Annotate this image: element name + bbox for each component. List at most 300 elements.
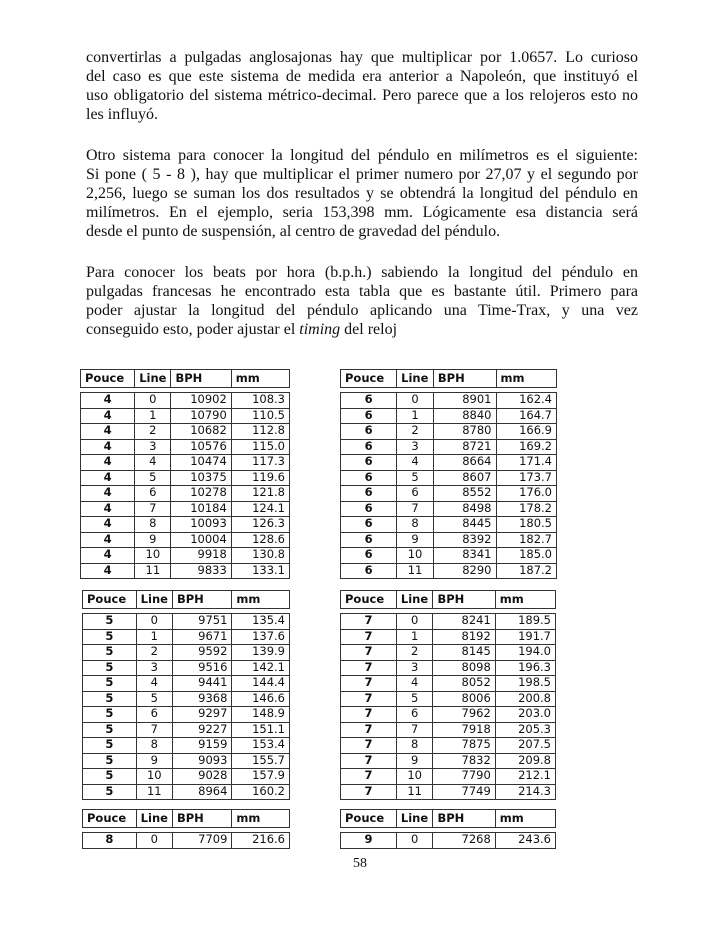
cell-mm: 162.4 [496, 393, 557, 409]
cell-bph: 8290 [433, 563, 496, 579]
cell-mm: 139.9 [232, 645, 290, 661]
cell-bph: 8145 [433, 645, 495, 661]
column-header-bph: BPH [433, 370, 496, 388]
cell-pouce: 5 [83, 784, 137, 800]
cell-line: 8 [136, 738, 172, 754]
text-line: poder ajustar la longitud del péndulo aplicando una Time-Trax, y una vez [86, 302, 638, 319]
cell-mm: 160.2 [232, 784, 290, 800]
table-row [83, 738, 290, 754]
table-row [341, 629, 556, 645]
cell-pouce: 7 [341, 691, 397, 707]
cell-line: 5 [396, 691, 433, 707]
cell-line: 4 [396, 676, 433, 692]
cell-bph: 9159 [172, 738, 231, 754]
text-line: uso obligatorio del sistema métrico-decimal. Pero parece que a los relojeros esto no [86, 87, 638, 104]
cell-pouce: 4 [81, 563, 135, 579]
cell-mm: 115.0 [231, 439, 289, 455]
column-header-line: Line [396, 810, 433, 828]
cell-line: 5 [397, 470, 434, 486]
table-row [83, 784, 290, 800]
table-pouce-6 [340, 369, 557, 579]
cell-pouce: 4 [81, 532, 135, 548]
cell-line: 3 [396, 660, 433, 676]
cell-line: 9 [136, 753, 172, 769]
table-row [341, 707, 556, 723]
table-row [341, 645, 556, 661]
cell-pouce: 7 [341, 645, 397, 661]
table-row [83, 629, 290, 645]
cell-bph: 10184 [171, 501, 231, 517]
cell-mm: 110.5 [231, 408, 289, 424]
text-line: desde el punto de suspensión, al centro de gravedad del péndulo. [86, 223, 501, 240]
cell-line: 8 [396, 738, 433, 754]
cell-mm: 212.1 [495, 769, 555, 785]
cell-pouce: 5 [83, 645, 137, 661]
cell-line: 10 [397, 548, 434, 564]
cell-line: 7 [136, 722, 172, 738]
table-row [341, 676, 556, 692]
column-header-pouce: Pouce [341, 591, 397, 609]
column-header-bph: BPH [171, 370, 231, 388]
cell-mm: 135.4 [232, 614, 290, 630]
cell-bph: 7790 [433, 769, 495, 785]
cell-pouce: 6 [341, 532, 397, 548]
column-header-bph: BPH [172, 810, 231, 828]
cell-bph: 10278 [171, 486, 231, 502]
table-row [341, 738, 556, 754]
cell-bph: 8006 [433, 691, 495, 707]
cell-bph: 8664 [433, 455, 496, 471]
cell-line: 2 [135, 424, 171, 440]
cell-mm: 203.0 [495, 707, 555, 723]
table-header-row [341, 591, 556, 609]
cell-mm: 128.6 [231, 532, 289, 548]
cell-bph: 8098 [433, 660, 495, 676]
cell-pouce: 6 [341, 439, 397, 455]
cell-line: 9 [135, 532, 171, 548]
table-row [341, 439, 557, 455]
table-row [341, 517, 557, 533]
cell-bph: 7749 [433, 784, 495, 800]
cell-mm: 180.5 [496, 517, 557, 533]
cell-bph: 7962 [433, 707, 495, 723]
cell-line: 2 [396, 645, 433, 661]
cell-mm: 189.5 [495, 614, 555, 630]
cell-line: 11 [397, 563, 434, 579]
cell-pouce: 6 [341, 393, 397, 409]
cell-mm: 164.7 [496, 408, 557, 424]
cell-mm: 153.4 [232, 738, 290, 754]
cell-bph: 8392 [433, 532, 496, 548]
table-row [81, 470, 290, 486]
cell-pouce: 6 [341, 548, 397, 564]
cell-bph: 8192 [433, 629, 495, 645]
cell-line: 9 [396, 753, 433, 769]
cell-pouce: 5 [83, 753, 137, 769]
cell-line: 11 [135, 563, 171, 579]
cell-pouce: 5 [83, 691, 137, 707]
column-header-pouce: Pouce [81, 370, 135, 388]
cell-pouce: 7 [341, 629, 397, 645]
text-line: Otro sistema para conocer la longitud del péndulo en milímetros es el siguiente: [86, 147, 638, 164]
cell-pouce: 7 [341, 614, 397, 630]
table-header-row [341, 810, 556, 828]
table-row [81, 563, 290, 579]
cell-bph: 10576 [171, 439, 231, 455]
cell-mm: 137.6 [232, 629, 290, 645]
cell-mm: 126.3 [231, 517, 289, 533]
cell-line: 1 [397, 408, 434, 424]
table-row [81, 455, 290, 471]
cell-line: 3 [135, 439, 171, 455]
cell-pouce: 5 [83, 629, 137, 645]
table-row [83, 722, 290, 738]
cell-bph: 9918 [171, 548, 231, 564]
column-header-pouce: Pouce [83, 810, 137, 828]
cell-mm: 205.3 [495, 722, 555, 738]
cell-mm: 119.6 [231, 470, 289, 486]
cell-line: 0 [396, 614, 433, 630]
column-header-line: Line [136, 591, 172, 609]
cell-bph: 10004 [171, 532, 231, 548]
column-header-bph: BPH [433, 810, 495, 828]
column-header-line: Line [396, 591, 433, 609]
cell-bph: 9751 [172, 614, 231, 630]
column-header-mm: mm [496, 370, 557, 388]
cell-line: 1 [396, 629, 433, 645]
table-row [81, 408, 290, 424]
cell-line: 5 [136, 691, 172, 707]
table-row [83, 769, 290, 785]
cell-pouce: 4 [81, 408, 135, 424]
cell-pouce: 6 [341, 486, 397, 502]
table-row [341, 753, 556, 769]
cell-line: 2 [136, 645, 172, 661]
table-row [83, 691, 290, 707]
text-line: Si pone ( 5 - 8 ), hay que multiplicar el primer numero por 27,07 y el segundo por [86, 166, 638, 183]
cell-line: 6 [397, 486, 434, 502]
cell-mm: 166.9 [496, 424, 557, 440]
cell-pouce: 7 [341, 738, 397, 754]
cell-bph: 7709 [172, 833, 231, 849]
cell-pouce: 7 [341, 769, 397, 785]
cell-mm: 209.8 [495, 753, 555, 769]
cell-mm: 216.6 [232, 833, 290, 849]
cell-bph: 9671 [172, 629, 231, 645]
cell-bph: 8607 [433, 470, 496, 486]
cell-line: 4 [397, 455, 434, 471]
cell-bph: 8901 [433, 393, 496, 409]
table-row [341, 660, 556, 676]
cell-line: 4 [136, 676, 172, 692]
cell-bph: 8552 [433, 486, 496, 502]
cell-pouce: 6 [341, 470, 397, 486]
cell-line: 0 [136, 614, 172, 630]
cell-bph: 7832 [433, 753, 495, 769]
cell-mm: 187.2 [496, 563, 557, 579]
cell-mm: 214.3 [495, 784, 555, 800]
table-row [83, 833, 290, 849]
cell-pouce: 6 [341, 408, 397, 424]
cell-mm: 124.1 [231, 501, 289, 517]
cell-mm: 151.1 [232, 722, 290, 738]
cell-pouce: 4 [81, 470, 135, 486]
italic-term: timing [299, 321, 341, 338]
cell-mm: 112.8 [231, 424, 289, 440]
cell-bph: 10093 [171, 517, 231, 533]
cell-bph: 8498 [433, 501, 496, 517]
cell-bph: 9833 [171, 563, 231, 579]
table-pouce-8 [82, 809, 290, 849]
table-row [341, 784, 556, 800]
cell-mm: 130.8 [231, 548, 289, 564]
cell-mm: 146.6 [232, 691, 290, 707]
cell-mm: 191.7 [495, 629, 555, 645]
table-row [81, 424, 290, 440]
table-row [341, 722, 556, 738]
cell-line: 4 [135, 455, 171, 471]
cell-bph: 8341 [433, 548, 496, 564]
cell-line: 5 [135, 470, 171, 486]
paragraph-1 [86, 48, 638, 124]
cell-line: 1 [136, 629, 172, 645]
table-row [341, 833, 556, 849]
table-row [341, 563, 557, 579]
cell-mm: 194.0 [495, 645, 555, 661]
cell-pouce: 6 [341, 424, 397, 440]
cell-line: 6 [136, 707, 172, 723]
table-row [341, 486, 557, 502]
cell-pouce: 5 [83, 676, 137, 692]
cell-mm: 121.8 [231, 486, 289, 502]
table-header-row [83, 591, 290, 609]
cell-pouce: 4 [81, 517, 135, 533]
column-header-pouce: Pouce [83, 591, 137, 609]
cell-bph: 8721 [433, 439, 496, 455]
cell-bph: 8052 [433, 676, 495, 692]
table-row [83, 753, 290, 769]
cell-line: 7 [135, 501, 171, 517]
cell-bph: 8780 [433, 424, 496, 440]
cell-line: 9 [397, 532, 434, 548]
table-pouce-4 [80, 369, 290, 579]
text-line: convertirlas a pulgadas anglosajonas hay que multiplicar por 1.0657. Lo curioso [86, 49, 638, 66]
column-header-line: Line [136, 810, 172, 828]
table-row [81, 486, 290, 502]
cell-bph: 9297 [172, 707, 231, 723]
table-row [81, 548, 290, 564]
cell-bph: 9592 [172, 645, 231, 661]
table-row [83, 676, 290, 692]
text-line: milímetros. En el ejemplo, seria 153,398 mm. Lógicamente esa distancia será [86, 204, 638, 221]
cell-line: 10 [135, 548, 171, 564]
cell-bph: 8241 [433, 614, 495, 630]
column-header-bph: BPH [172, 591, 231, 609]
cell-mm: 185.0 [496, 548, 557, 564]
cell-line: 7 [397, 501, 434, 517]
paragraph-2 [86, 146, 638, 241]
cell-bph: 10790 [171, 408, 231, 424]
table-row [81, 393, 290, 409]
table-row [83, 645, 290, 661]
cell-bph: 10375 [171, 470, 231, 486]
cell-pouce: 9 [341, 833, 397, 849]
table-row [341, 424, 557, 440]
text-segment: del reloj [340, 321, 398, 338]
table-row [341, 614, 556, 630]
cell-mm: 171.4 [496, 455, 557, 471]
cell-pouce: 4 [81, 439, 135, 455]
cell-bph: 8445 [433, 517, 496, 533]
column-header-mm: mm [232, 591, 290, 609]
column-header-line: Line [397, 370, 434, 388]
table-row [341, 532, 557, 548]
cell-bph: 7268 [433, 833, 495, 849]
cell-mm: 176.0 [496, 486, 557, 502]
column-header-mm: mm [495, 810, 555, 828]
cell-mm: 142.1 [232, 660, 290, 676]
cell-line: 10 [396, 769, 433, 785]
cell-pouce: 5 [83, 769, 137, 785]
cell-line: 7 [396, 722, 433, 738]
cell-line: 6 [396, 707, 433, 723]
cell-pouce: 4 [81, 455, 135, 471]
cell-mm: 243.6 [495, 833, 555, 849]
table-row [341, 470, 557, 486]
column-header-bph: BPH [433, 591, 495, 609]
cell-pouce: 5 [83, 614, 137, 630]
table-row [81, 501, 290, 517]
cell-pouce: 4 [81, 393, 135, 409]
table-header-row [81, 370, 290, 388]
table-header-row [83, 810, 290, 828]
cell-line: 8 [397, 517, 434, 533]
cell-bph: 9028 [172, 769, 231, 785]
cell-mm: 133.1 [231, 563, 289, 579]
cell-bph: 9093 [172, 753, 231, 769]
cell-pouce: 4 [81, 501, 135, 517]
cell-mm: 155.7 [232, 753, 290, 769]
cell-pouce: 6 [341, 563, 397, 579]
cell-line: 8 [135, 517, 171, 533]
cell-mm: 182.7 [496, 532, 557, 548]
cell-pouce: 5 [83, 738, 137, 754]
cell-pouce: 4 [81, 486, 135, 502]
text-line: 2,256, luego se suman los dos resultados y se obtendrá la longitud del péndulo en [86, 185, 638, 202]
cell-pouce: 7 [341, 784, 397, 800]
cell-mm: 173.7 [496, 470, 557, 486]
cell-pouce: 7 [341, 676, 397, 692]
cell-pouce: 7 [341, 660, 397, 676]
cell-bph: 10682 [171, 424, 231, 440]
table-pouce-7 [340, 590, 556, 800]
cell-mm: 108.3 [231, 393, 289, 409]
cell-bph: 10474 [171, 455, 231, 471]
cell-mm: 196.3 [495, 660, 555, 676]
text-line: pulgadas francesas he encontrado esta tabla que es bastante útil. Primero para [86, 283, 638, 300]
cell-line: 6 [135, 486, 171, 502]
cell-line: 0 [135, 393, 171, 409]
cell-pouce: 8 [83, 833, 137, 849]
table-row [341, 548, 557, 564]
cell-mm: 148.9 [232, 707, 290, 723]
table-row [341, 501, 557, 517]
cell-mm: 117.3 [231, 455, 289, 471]
cell-mm: 178.2 [496, 501, 557, 517]
cell-pouce: 6 [341, 501, 397, 517]
column-header-line: Line [135, 370, 171, 388]
text-line: les influyó. [86, 106, 158, 123]
table-pouce-9 [340, 809, 556, 849]
table-row [341, 691, 556, 707]
table-row [83, 707, 290, 723]
cell-pouce: 4 [81, 424, 135, 440]
column-header-pouce: Pouce [341, 810, 397, 828]
cell-pouce: 5 [83, 660, 137, 676]
cell-line: 3 [397, 439, 434, 455]
cell-pouce: 4 [81, 548, 135, 564]
cell-line: 0 [397, 393, 434, 409]
cell-bph: 9441 [172, 676, 231, 692]
text-segment: conseguido esto, poder ajustar el [86, 321, 300, 338]
cell-bph: 7875 [433, 738, 495, 754]
cell-mm: 200.8 [495, 691, 555, 707]
cell-bph: 7918 [433, 722, 495, 738]
cell-line: 3 [136, 660, 172, 676]
table-row [83, 660, 290, 676]
cell-line: 1 [135, 408, 171, 424]
table-row [83, 614, 290, 630]
cell-pouce: 7 [341, 753, 397, 769]
table-row [341, 408, 557, 424]
cell-pouce: 7 [341, 707, 397, 723]
table-row [81, 532, 290, 548]
cell-mm: 198.5 [495, 676, 555, 692]
table-row [81, 439, 290, 455]
cell-line: 11 [136, 784, 172, 800]
table-row [341, 393, 557, 409]
cell-bph: 9516 [172, 660, 231, 676]
cell-mm: 144.4 [232, 676, 290, 692]
text-line [86, 320, 638, 339]
page-number: 58 [353, 856, 367, 871]
text-line: Para conocer los beats por hora (b.p.h.) sabiendo la longitud del péndulo en [86, 264, 638, 281]
column-header-mm: mm [231, 370, 289, 388]
cell-line: 0 [136, 833, 172, 849]
cell-mm: 207.5 [495, 738, 555, 754]
cell-mm: 157.9 [232, 769, 290, 785]
table-row [341, 455, 557, 471]
cell-pouce: 6 [341, 455, 397, 471]
column-header-pouce: Pouce [341, 370, 397, 388]
table-pouce-5 [82, 590, 290, 800]
cell-bph: 8840 [433, 408, 496, 424]
cell-line: 0 [396, 833, 433, 849]
cell-line: 10 [136, 769, 172, 785]
cell-bph: 9368 [172, 691, 231, 707]
cell-bph: 10902 [171, 393, 231, 409]
cell-line: 2 [397, 424, 434, 440]
cell-pouce: 7 [341, 722, 397, 738]
cell-pouce: 5 [83, 707, 137, 723]
cell-bph: 8964 [172, 784, 231, 800]
column-header-mm: mm [495, 591, 555, 609]
cell-bph: 9227 [172, 722, 231, 738]
table-row [81, 517, 290, 533]
cell-line: 11 [396, 784, 433, 800]
cell-mm: 169.2 [496, 439, 557, 455]
cell-pouce: 5 [83, 722, 137, 738]
